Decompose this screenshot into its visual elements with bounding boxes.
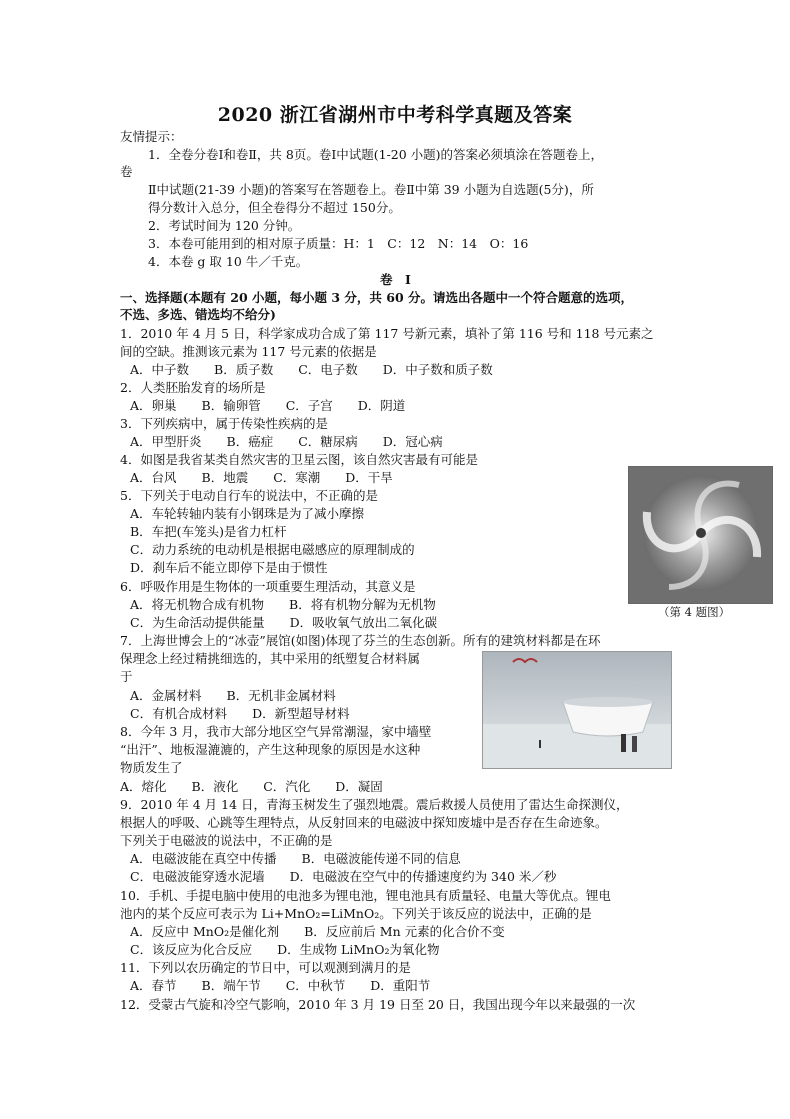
tip-3: 3．本卷可能用到的相对原子质量：H：1 C：12 N：14 O：16 bbox=[148, 236, 529, 251]
question-1-options: A．中子数 B．质子数 C．电子数 D．中子数和质子数 bbox=[130, 362, 493, 377]
section-heading: 一、选择题(本题有 20 小题，每小题 3 分，共 60 分。请选出各题中一个符合题意的选项， bbox=[120, 290, 634, 305]
question-6-options-ab: A．将无机物合成有机物 B．将有机物分解为无机物 bbox=[130, 597, 436, 612]
tip-1-end: 得分数计入总分，但全卷得分不超过 150分。 bbox=[148, 200, 401, 215]
question-10-options-cd: C．该反应为化合反应 D．生成物 LiMnO₂为氧化物 bbox=[130, 942, 440, 957]
question-9-end: 下列关于电磁波的说法中，不正确的是 bbox=[120, 833, 333, 848]
question-12: 12．受蒙古气旋和冷空气影响，2010 年 3 月 19 日至 20 日，我国出现今年以来最强的一次 bbox=[120, 997, 636, 1012]
question-5-option-d: D．刹车后不能立即停下是由于惯性 bbox=[130, 560, 328, 575]
tip-1-wrap: 卷 bbox=[120, 164, 133, 179]
question-7-end: 于 bbox=[120, 669, 133, 684]
page-title: 2020 浙江省湖州市中考科学真题及答案 bbox=[217, 104, 573, 126]
question-8-end: 物质发生了 bbox=[120, 760, 183, 775]
question-3: 3．下列疾病中，属于传染性疾病的是 bbox=[120, 416, 328, 431]
question-8-options: A．熔化 B．液化 C．汽化 D．凝固 bbox=[120, 779, 383, 794]
question-1-cont: 间的空缺。推测该元素为 117 号元素的依据是 bbox=[120, 344, 377, 359]
question-8: 8．今年 3 月，我市大部分地区空气异常潮湿，家中墙壁 bbox=[120, 724, 432, 739]
question-10-cont: 池内的某个反应可表示为 Li+MnO₂=LiMnO₂。下列关于该反应的说法中，正确的是 bbox=[120, 906, 592, 921]
question-1: 1．2010 年 4 月 5 日，科学家成功合成了第 117 号新元素，填补了第 116 号和 118 号元素之 bbox=[120, 326, 654, 341]
question-7-options-ab: A．金属材料 B．无机非金属材料 bbox=[130, 688, 336, 703]
question-2-options: A．卵巢 B．输卵管 C．子宫 D．阴道 bbox=[130, 398, 406, 413]
tips-heading: 友情提示： bbox=[120, 129, 183, 144]
question-7: 7．上海世博会上的“冰壶”展馆(如图)体现了芬兰的生态创新。所有的建筑材料都是在环 bbox=[120, 633, 601, 648]
tip-1: 1．全卷分卷Ⅰ和卷Ⅱ，共 8页。卷Ⅰ中试题(1-20 小题)的答案必须填涂在答题卷上， bbox=[148, 147, 604, 162]
question-6: 6．呼吸作用是生物体的一项重要生理活动，其意义是 bbox=[120, 579, 416, 594]
question-6-options-cd: C．为生命活动提供能量 D．吸收氧气放出二氧化碳 bbox=[130, 615, 438, 630]
figure-caption: （第 4 题图） bbox=[658, 605, 731, 619]
question-11: 11．下列以农历确定的节日中，可以观测到满月的是 bbox=[120, 960, 411, 975]
question-5-option-b: B．车把(车笼头)是省力杠杆 bbox=[130, 524, 287, 539]
question-9: 9．2010 年 4 月 14 日，青海玉树发生了强烈地震。震后救援人员使用了雷达生命探测仪， bbox=[120, 797, 629, 812]
question-7-cont: 保理念上经过精挑细选的，其中采用的纸塑复合材料属 bbox=[120, 651, 421, 666]
section-heading-cont: 不选、多选、错选均不给分) bbox=[120, 307, 276, 322]
question-5-option-c: C．动力系统的电动机是根据电磁感应的原理制成的 bbox=[130, 542, 415, 557]
section-label: 卷 Ⅰ bbox=[380, 272, 411, 287]
question-9-options-ab: A．电磁波能在真空中传播 B．电磁波能传递不同的信息 bbox=[130, 851, 461, 866]
tip-4: 4．本卷 g 取 10 牛／千克。 bbox=[148, 254, 309, 269]
question-4: 4．如图是我省某类自然灾害的卫星云图，该自然灾害最有可能是 bbox=[120, 452, 478, 467]
question-8-cont: “出汗”、地板湿漉漉的，产生这种现象的原因是水这种 bbox=[120, 742, 421, 757]
pavilion-photo bbox=[482, 651, 672, 769]
question-5: 5．下列关于电动自行车的说法中，不正确的是 bbox=[120, 488, 378, 503]
question-5-option-a: A．车轮转轴内装有小钢珠是为了减小摩擦 bbox=[130, 506, 365, 521]
typhoon-satellite-image bbox=[628, 466, 773, 604]
question-10: 10．手机、手提电脑中使用的电池多为锂电池，锂电池具有质量轻、电量大等优点。锂电 bbox=[120, 888, 611, 903]
question-10-options-ab: A．反应中 MnO₂是催化剂 B．反应前后 Mn 元素的化合价不变 bbox=[130, 924, 505, 939]
question-4-options: A．台风 B．地震 C．寒潮 D．干旱 bbox=[130, 470, 393, 485]
question-11-options: A．春节 B．端午节 C．中秋节 D．重阳节 bbox=[130, 978, 431, 993]
question-2: 2．人类胚胎发育的场所是 bbox=[120, 380, 266, 395]
question-9-options-cd: C．电磁波能穿透水泥墙 D．电磁波在空气中的传播速度约为 340 米／秒 bbox=[130, 869, 557, 884]
question-3-options: A．甲型肝炎 B．癌症 C．糖尿病 D．冠心病 bbox=[130, 434, 443, 449]
tip-1-cont: Ⅱ中试题(21-39 小题)的答案写在答题卷上。卷Ⅱ中第 39 小题为自选题(5分)，所 bbox=[148, 182, 594, 197]
question-7-options-cd: C．有机合成材料 D．新型超导材料 bbox=[130, 706, 350, 721]
tip-2: 2．考试时间为 120 分钟。 bbox=[148, 218, 301, 233]
question-9-cont: 根据人的呼吸、心跳等生理特点，从反射回来的电磁波中探知废墟中是否存在生命迹象。 bbox=[120, 815, 608, 830]
